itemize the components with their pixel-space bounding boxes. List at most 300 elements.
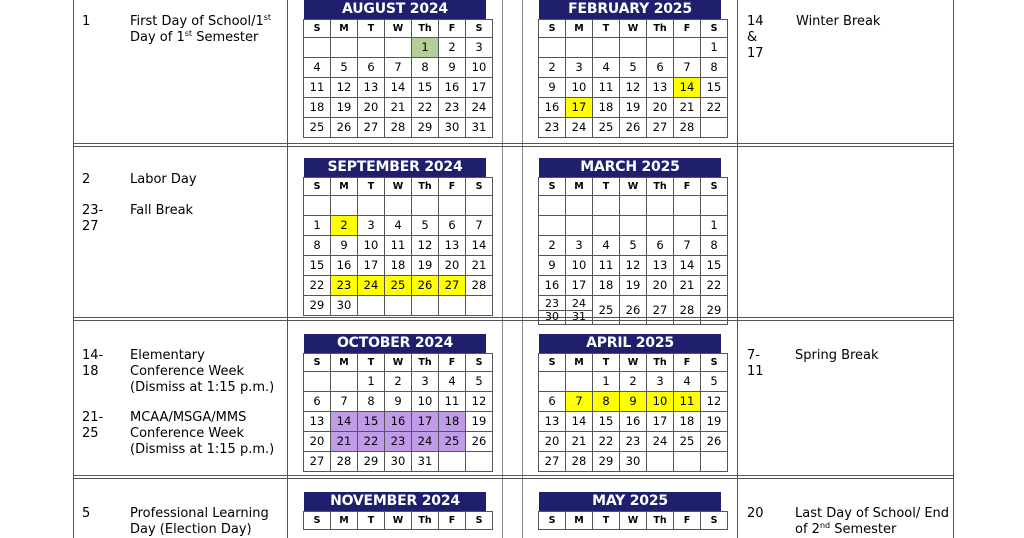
month-title: MARCH 2025	[539, 158, 721, 177]
day-cell: 2	[620, 372, 647, 392]
day-cell	[647, 38, 674, 58]
month-grid	[303, 177, 493, 316]
day-cell: 5	[620, 58, 647, 78]
day-cell: 28	[385, 118, 412, 138]
weekday-label: T	[593, 354, 620, 372]
note-line: (Dismiss at 1:15 p.m.)	[130, 380, 275, 395]
weekday-label: S	[539, 512, 566, 530]
day-cell: 6	[304, 392, 331, 412]
row-divider	[73, 475, 954, 479]
day-cell	[539, 196, 566, 216]
day-cell	[304, 372, 331, 392]
weekday-label: S	[304, 354, 331, 372]
note-line: Professional Learning	[130, 506, 269, 521]
day-cell: 5	[701, 372, 728, 392]
day-cell: 8	[701, 236, 728, 256]
day-cell: 15	[701, 256, 728, 276]
month-title: OCTOBER 2024	[304, 334, 486, 353]
row-divider	[73, 317, 954, 321]
weekday-label: Th	[647, 512, 674, 530]
day-cell	[358, 38, 385, 58]
day-cell: 11	[439, 392, 466, 412]
day-cell: 11	[385, 236, 412, 256]
day-cell	[358, 196, 385, 216]
week-row	[304, 296, 493, 316]
weekday-label: S	[304, 178, 331, 196]
day-cell: 12	[620, 256, 647, 276]
day-cell: 9	[331, 236, 358, 256]
day-cell: 19	[701, 412, 728, 432]
weekday-label: Th	[412, 354, 439, 372]
day-cell: 27	[439, 276, 466, 296]
day-cell: 4	[593, 58, 620, 78]
note-date: 23-27	[82, 203, 104, 234]
day-cell: 20	[439, 256, 466, 276]
day-cell: 25	[385, 276, 412, 296]
day-cell: 26	[466, 432, 493, 452]
day-cell	[701, 452, 728, 472]
day-cell: 27	[647, 296, 674, 325]
day-cell	[539, 38, 566, 58]
day-cell: 14	[674, 78, 701, 98]
weekday-header-row	[539, 178, 728, 196]
day-cell: 26	[412, 276, 439, 296]
weekday-label: M	[331, 354, 358, 372]
weekday-header-row	[304, 354, 493, 372]
month-calendar-october-2024	[303, 334, 486, 472]
day-cell	[304, 196, 331, 216]
weekday-header-row	[539, 512, 728, 530]
month-grid	[538, 19, 728, 138]
day-cell: 3	[466, 38, 493, 58]
day-cell: 16	[620, 412, 647, 432]
note-text	[795, 506, 949, 538]
week-row	[304, 452, 493, 472]
day-cell: 8	[701, 58, 728, 78]
day-cell: 5	[412, 216, 439, 236]
day-cell	[674, 452, 701, 472]
month-calendar-may-2025	[538, 492, 721, 530]
note-date: 21-25	[82, 410, 104, 441]
day-cell: 23	[439, 98, 466, 118]
weekday-label: F	[674, 178, 701, 196]
day-cell: 24	[566, 118, 593, 138]
week-row	[539, 236, 728, 256]
day-cell: 18	[593, 98, 620, 118]
month-calendar-november-2024	[303, 492, 486, 530]
day-cell	[566, 372, 593, 392]
day-cell: 17	[566, 98, 593, 118]
day-cell: 29	[593, 452, 620, 472]
month-title: APRIL 2025	[539, 334, 721, 353]
weekday-label: W	[620, 178, 647, 196]
day-cell	[466, 452, 493, 472]
day-cell: 30	[331, 296, 358, 316]
day-cell: 12	[412, 236, 439, 256]
day-cell: 3	[566, 236, 593, 256]
day-cell	[701, 118, 728, 138]
day-cell: 25	[439, 432, 466, 452]
day-cell: 18	[304, 98, 331, 118]
day-cell: 20	[539, 432, 566, 452]
day-cell: 5	[331, 58, 358, 78]
day-cell: 18	[674, 412, 701, 432]
day-cell: 21	[674, 276, 701, 296]
month-calendar-september-2024	[303, 158, 486, 316]
weekday-label: W	[620, 512, 647, 530]
day-cell: 30	[439, 118, 466, 138]
week-row	[539, 256, 728, 276]
day-cell: 8	[304, 236, 331, 256]
weekday-label: M	[566, 512, 593, 530]
day-cell: 20	[304, 432, 331, 452]
day-cell	[620, 196, 647, 216]
day-cell: 10	[466, 58, 493, 78]
weekday-label: F	[439, 178, 466, 196]
weekday-label: F	[674, 20, 701, 38]
note-line: of 2nd Semester	[795, 521, 897, 537]
month-title: SEPTEMBER 2024	[304, 158, 486, 177]
month-title: FEBRUARY 2025	[539, 0, 721, 19]
month-calendar-march-2025	[538, 158, 721, 325]
day-cell: 3	[647, 372, 674, 392]
day-cell: 1	[304, 216, 331, 236]
day-cell	[566, 196, 593, 216]
day-cell: 12	[620, 78, 647, 98]
border-right	[953, 0, 954, 538]
note-date: 14 & 17	[747, 14, 764, 61]
note-text: Winter Break	[796, 14, 881, 29]
week-row	[539, 372, 728, 392]
day-cell: 17	[412, 412, 439, 432]
week-row	[539, 78, 728, 98]
day-cell: 5	[466, 372, 493, 392]
note-text: Labor Day	[130, 172, 197, 187]
day-cell: 31	[412, 452, 439, 472]
day-cell	[566, 38, 593, 58]
day-cell: 7	[385, 58, 412, 78]
weekday-label: W	[385, 20, 412, 38]
day-cell: 16	[439, 78, 466, 98]
row-divider	[73, 143, 954, 147]
weekday-label: F	[439, 354, 466, 372]
day-cell	[593, 196, 620, 216]
day-cell: 11	[593, 256, 620, 276]
day-cell: 27	[358, 118, 385, 138]
day-cell: 22	[701, 98, 728, 118]
weekday-label: Th	[647, 354, 674, 372]
weekday-header-row	[539, 354, 728, 372]
day-cell: 16	[539, 98, 566, 118]
weekday-label: F	[439, 512, 466, 530]
day-cell: 24 31	[566, 296, 593, 325]
day-cell: 25	[304, 118, 331, 138]
day-cell	[439, 196, 466, 216]
day-cell: 10	[566, 78, 593, 98]
day-cell: 7	[674, 236, 701, 256]
weekday-label: S	[539, 20, 566, 38]
day-cell: 28	[466, 276, 493, 296]
day-cell: 12	[331, 78, 358, 98]
week-row	[304, 216, 493, 236]
week-row	[304, 276, 493, 296]
day-cell: 2	[539, 58, 566, 78]
day-cell	[647, 216, 674, 236]
day-cell: 13	[647, 78, 674, 98]
day-cell: 5	[620, 236, 647, 256]
day-cell: 10	[358, 236, 385, 256]
week-row	[539, 216, 728, 236]
day-cell: 21	[385, 98, 412, 118]
weekday-label: W	[385, 512, 412, 530]
day-cell	[647, 452, 674, 472]
day-cell	[539, 216, 566, 236]
weekday-label: Th	[412, 20, 439, 38]
weekday-label: W	[620, 354, 647, 372]
day-cell: 18	[439, 412, 466, 432]
week-row	[539, 432, 728, 452]
note-text	[130, 410, 274, 458]
weekday-label: S	[701, 178, 728, 196]
day-cell: 20	[358, 98, 385, 118]
day-cell: 7	[674, 58, 701, 78]
week-row	[304, 392, 493, 412]
day-cell: 19	[412, 256, 439, 276]
week-row	[539, 452, 728, 472]
weekday-label: S	[304, 20, 331, 38]
day-cell: 18	[385, 256, 412, 276]
day-cell: 1	[701, 216, 728, 236]
weekday-label: S	[466, 354, 493, 372]
day-cell: 13	[439, 236, 466, 256]
day-cell: 6	[647, 58, 674, 78]
note-text	[130, 14, 271, 46]
day-cell: 27	[539, 452, 566, 472]
day-cell	[331, 372, 358, 392]
day-cell: 29	[701, 296, 728, 325]
day-cell: 20	[647, 98, 674, 118]
note-date: 1	[82, 14, 91, 29]
day-cell: 9	[620, 392, 647, 412]
day-cell: 23	[539, 118, 566, 138]
week-row	[539, 296, 728, 325]
day-cell	[412, 296, 439, 316]
note-line: Conference Week	[130, 364, 245, 379]
day-cell: 15	[304, 256, 331, 276]
weekday-label: F	[439, 20, 466, 38]
day-cell: 12	[466, 392, 493, 412]
day-cell: 1	[701, 38, 728, 58]
day-cell: 23	[620, 432, 647, 452]
day-cell	[412, 196, 439, 216]
day-cell: 28	[674, 118, 701, 138]
day-cell: 23 30	[539, 296, 566, 325]
weekday-label: Th	[412, 178, 439, 196]
day-cell: 13	[304, 412, 331, 432]
day-cell: 25	[674, 432, 701, 452]
week-row	[304, 412, 493, 432]
week-row	[539, 118, 728, 138]
week-row	[304, 196, 493, 216]
day-cell: 11	[674, 392, 701, 412]
day-cell: 9	[539, 256, 566, 276]
day-cell: 7	[566, 392, 593, 412]
day-cell: 24	[466, 98, 493, 118]
day-cell	[439, 452, 466, 472]
weekday-label: S	[539, 354, 566, 372]
weekday-label: M	[566, 354, 593, 372]
day-cell: 26	[331, 118, 358, 138]
weekday-label: S	[304, 512, 331, 530]
day-cell: 19	[466, 412, 493, 432]
day-cell	[620, 216, 647, 236]
day-cell	[466, 196, 493, 216]
month-grid	[303, 353, 493, 472]
day-cell: 17	[647, 412, 674, 432]
day-cell: 1	[593, 372, 620, 392]
day-cell: 1	[412, 38, 439, 58]
day-cell: 9	[439, 58, 466, 78]
week-row	[539, 98, 728, 118]
day-cell: 7	[466, 216, 493, 236]
day-cell: 3	[358, 216, 385, 236]
day-cell: 10	[566, 256, 593, 276]
day-cell: 22	[304, 276, 331, 296]
day-cell: 28	[331, 452, 358, 472]
note-text: Spring Break	[795, 348, 879, 363]
calendar-divider	[502, 0, 503, 538]
month-grid	[538, 177, 728, 325]
week-row	[304, 236, 493, 256]
weekday-label: S	[466, 512, 493, 530]
week-row	[539, 196, 728, 216]
day-cell: 13	[539, 412, 566, 432]
day-cell: 30	[385, 452, 412, 472]
day-cell: 2	[539, 236, 566, 256]
day-cell: 23	[385, 432, 412, 452]
note-text	[130, 506, 269, 538]
weekday-label: T	[358, 20, 385, 38]
weekday-label: F	[674, 512, 701, 530]
day-cell: 8	[593, 392, 620, 412]
day-cell: 19	[620, 98, 647, 118]
month-grid	[303, 19, 493, 138]
column-divider	[737, 0, 738, 538]
weekday-label: M	[566, 178, 593, 196]
day-cell: 13	[647, 256, 674, 276]
week-row	[539, 392, 728, 412]
day-cell: 30	[620, 452, 647, 472]
day-cell: 17	[358, 256, 385, 276]
weekday-label: T	[358, 178, 385, 196]
day-cell: 15	[701, 78, 728, 98]
weekday-label: T	[593, 178, 620, 196]
day-cell: 11	[304, 78, 331, 98]
day-cell	[593, 38, 620, 58]
month-calendar-august-2024	[303, 0, 486, 138]
day-cell: 4	[674, 372, 701, 392]
note-date: 7-11	[747, 348, 764, 379]
note-date: 20	[747, 506, 764, 521]
day-cell: 14	[674, 256, 701, 276]
month-title: NOVEMBER 2024	[304, 492, 486, 511]
weekday-label: W	[385, 354, 412, 372]
weekday-label: T	[358, 354, 385, 372]
weekday-header-row	[304, 178, 493, 196]
weekday-label: S	[466, 20, 493, 38]
day-cell	[385, 38, 412, 58]
day-cell: 14	[331, 412, 358, 432]
weekday-label: M	[331, 178, 358, 196]
weekday-header-row	[304, 20, 493, 38]
day-cell: 21	[331, 432, 358, 452]
day-cell	[539, 372, 566, 392]
week-row	[304, 38, 493, 58]
day-cell: 8	[358, 392, 385, 412]
day-cell: 2	[385, 372, 412, 392]
column-divider	[287, 0, 288, 538]
border-left	[73, 0, 74, 538]
week-row	[539, 38, 728, 58]
day-cell: 4	[385, 216, 412, 236]
weekday-label: S	[701, 20, 728, 38]
day-cell: 10	[412, 392, 439, 412]
day-cell	[304, 38, 331, 58]
day-cell	[439, 296, 466, 316]
day-cell: 18	[593, 276, 620, 296]
day-cell: 7	[331, 392, 358, 412]
weekday-header-row	[304, 512, 493, 530]
week-row	[304, 98, 493, 118]
day-cell: 2	[331, 216, 358, 236]
day-cell: 6	[439, 216, 466, 236]
day-cell: 31	[466, 118, 493, 138]
weekday-label: T	[593, 512, 620, 530]
day-cell: 28	[566, 452, 593, 472]
note-line: Conference Week	[130, 426, 245, 441]
note-line: Day of 1st Semester	[130, 29, 259, 45]
day-cell	[593, 216, 620, 236]
day-cell: 24	[412, 432, 439, 452]
week-row	[304, 78, 493, 98]
note-line: Last Day of School/ End	[795, 506, 950, 521]
day-cell	[620, 38, 647, 58]
day-cell: 8	[412, 58, 439, 78]
day-cell: 1	[358, 372, 385, 392]
week-row	[304, 256, 493, 276]
week-row	[304, 118, 493, 138]
day-cell	[674, 196, 701, 216]
weekday-header-row	[539, 20, 728, 38]
day-cell	[358, 296, 385, 316]
week-row	[304, 432, 493, 452]
note-line: Elementary	[130, 348, 205, 363]
day-cell	[674, 216, 701, 236]
day-cell: 3	[412, 372, 439, 392]
day-cell: 21	[566, 432, 593, 452]
day-cell: 16	[331, 256, 358, 276]
weekday-label: M	[331, 512, 358, 530]
day-cell: 25	[593, 296, 620, 325]
day-cell: 27	[647, 118, 674, 138]
day-cell: 2	[439, 38, 466, 58]
day-cell: 10	[647, 392, 674, 412]
note-line: MCAA/MSGA/MMS	[130, 410, 247, 425]
month-title: MAY 2025	[539, 492, 721, 511]
day-cell: 26	[620, 296, 647, 325]
day-cell: 19	[620, 276, 647, 296]
day-cell: 14	[385, 78, 412, 98]
